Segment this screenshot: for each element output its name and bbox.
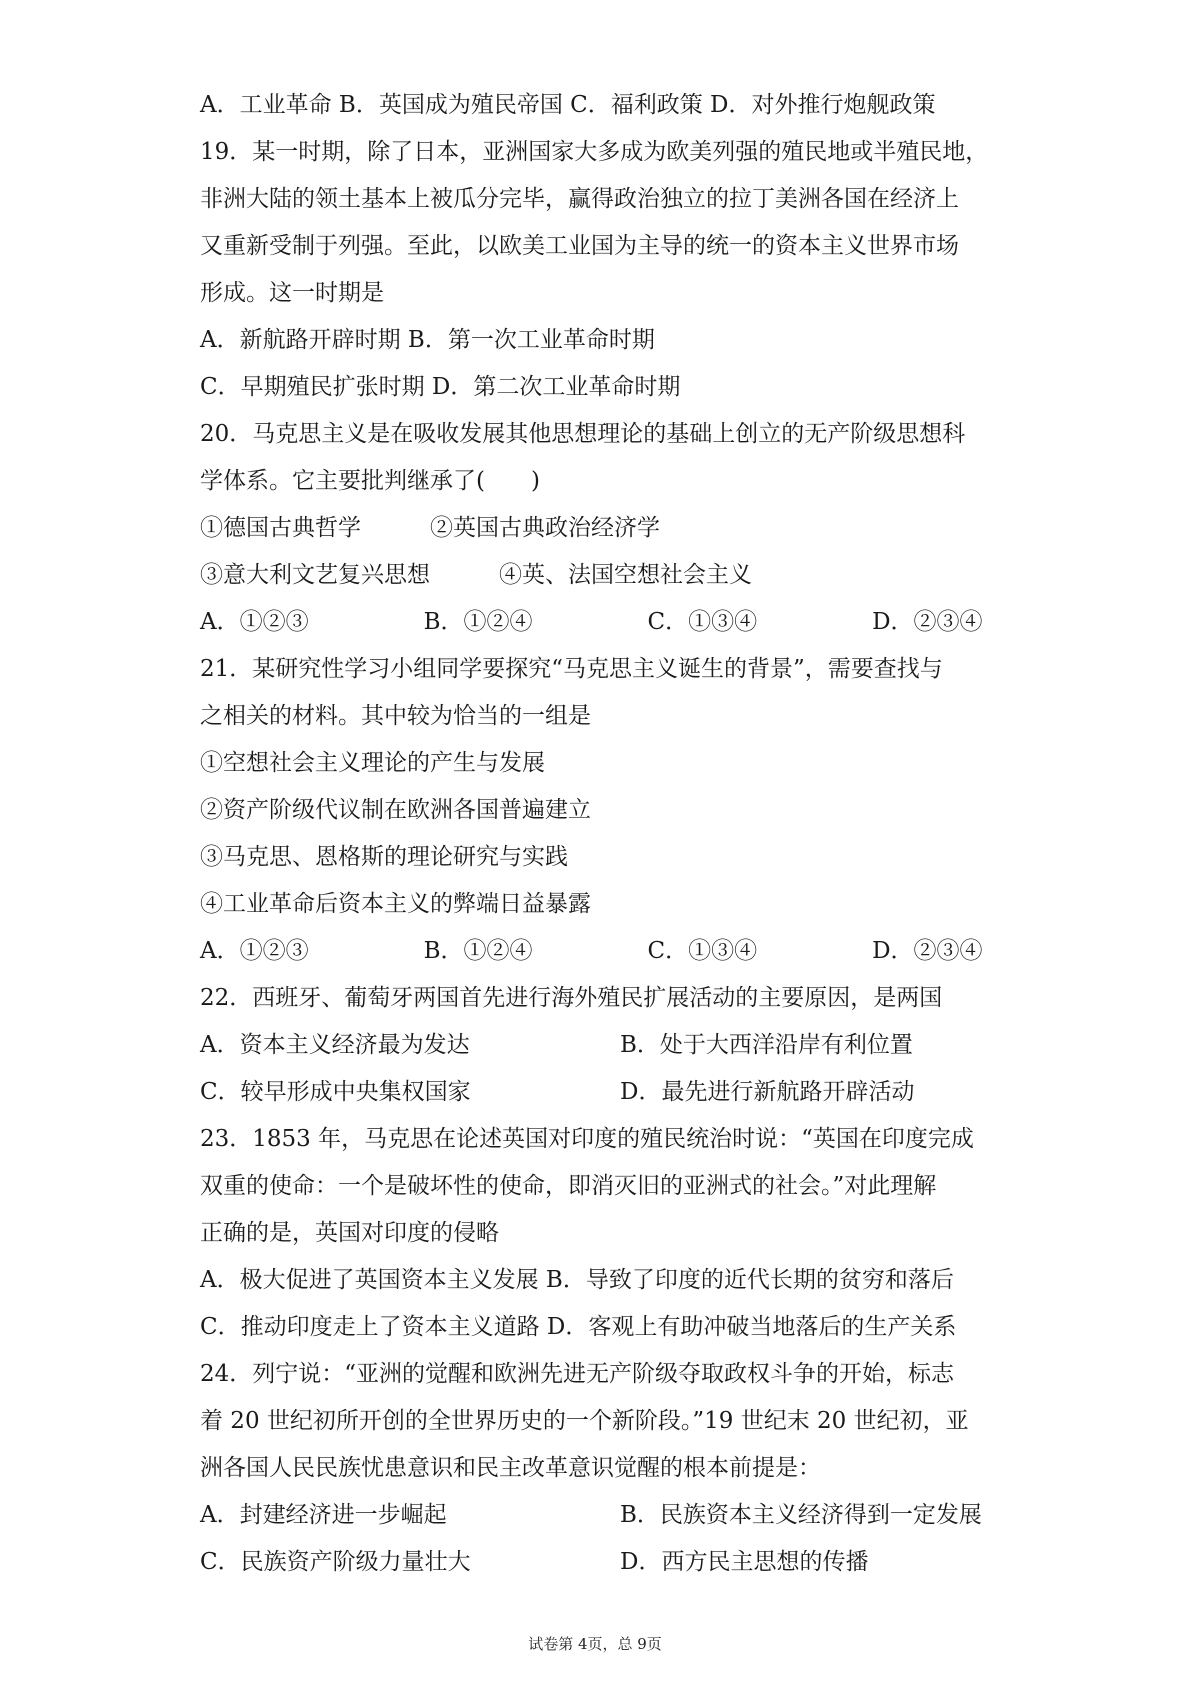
q24-stem-line2: 着 20 世纪初所开创的全世界历史的一个新阶段。”19 世纪末 20 世纪初，亚	[200, 1408, 969, 1434]
q24-option-b: B．民族资本主义经济得到一定发展	[620, 1502, 982, 1528]
q24-stem-line3: 洲各国人民民族忧患意识和民主改革意识觉醒的根本前提是：	[200, 1455, 821, 1481]
q23-stem-line3: 正确的是，英国对印度的侵略	[200, 1220, 499, 1246]
q22-stem: 22．西班牙、葡萄牙两国首先进行海外殖民扩展活动的主要原因，是两国	[200, 985, 943, 1011]
q19-stem-line2: 非洲大陆的领土基本上被瓜分完毕，赢得政治独立的拉丁美洲各国在经济上	[200, 186, 959, 212]
q21-options: A．①②③ B．①②④ C．①③④ D．②③④	[200, 938, 983, 964]
q19-options-cd: C．早期殖民扩张时期 D．第二次工业革命时期	[200, 374, 681, 400]
q21-item-2: ②资产阶级代议制在欧洲各国普遍建立	[200, 797, 591, 823]
q23-options-ab: A．极大促进了英国资本主义发展 B．导致了印度的近代长期的贫穷和落后	[200, 1267, 954, 1293]
q23-stem-line2: 双重的使命：一个是破坏性的使命，即消灭旧的亚洲式的社会。”对此理解	[200, 1173, 937, 1199]
q21-stem-line1: 21．某研究性学习小组同学要探究“马克思主义诞生的背景”，需要查找与	[200, 656, 943, 682]
page-footer: 试卷第 4页，总 9页	[528, 1635, 662, 1653]
q22-option-c: C．较早形成中央集权国家	[200, 1079, 471, 1105]
q24-option-c: C．民族资产阶级力量壮大	[200, 1549, 471, 1575]
q20-items-12: ①德国古典哲学 ②英国古典政治经济学	[200, 515, 660, 541]
q20-items-34: ③意大利文艺复兴思想 ④英、法国空想社会主义	[200, 562, 752, 588]
q18-options: A．工业革命 B．英国成为殖民帝国 C．福利政策 D．对外推行炮舰政策	[200, 92, 936, 118]
q22-option-b: B．处于大西洋沿岸有利位置	[620, 1032, 913, 1058]
q24-stem-line1: 24．列宁说：“亚洲的觉醒和欧洲先进无产阶级夺取政权斗争的开始，标志	[200, 1361, 955, 1387]
q21-stem-line2: 之相关的材料。其中较为恰当的一组是	[200, 703, 591, 729]
q21-item-1: ①空想社会主义理论的产生与发展	[200, 750, 545, 776]
q21-item-4: ④工业革命后资本主义的弊端日益暴露	[200, 891, 591, 917]
q24-option-d: D．西方民主思想的传播	[620, 1549, 869, 1575]
q20-stem-line2: 学体系。它主要批判继承了( )	[200, 468, 540, 494]
q21-item-3: ③马克思、恩格斯的理论研究与实践	[200, 844, 568, 870]
q22-option-a: A．资本主义经济最为发达	[200, 1032, 470, 1058]
q23-options-cd: C．推动印度走上了资本主义道路 D．客观上有助冲破当地落后的生产关系	[200, 1314, 957, 1340]
q19-stem-line4: 形成。这一时期是	[200, 280, 384, 306]
q19-options-ab: A．新航路开辟时期 B．第一次工业革命时期	[200, 327, 655, 353]
q20-options: A．①②③ B．①②④ C．①③④ D．②③④	[200, 609, 983, 635]
q24-option-a: A．封建经济进一步崛起	[200, 1502, 447, 1528]
q20-stem-line1: 20．马克思主义是在吸收发展其他思想理论的基础上创立的无产阶级思想科	[200, 421, 966, 447]
q19-stem-line3: 又重新受制于列强。至此，以欧美工业国为主导的统一的资本主义世界市场	[200, 233, 959, 259]
q19-stem-line1: 19．某一时期，除了日本，亚洲国家大多成为欧美列强的殖民地或半殖民地，	[200, 139, 989, 165]
q23-stem-line1: 23．1853 年，马克思在论述英国对印度的殖民统治时说：“英国在印度完成	[200, 1126, 974, 1152]
q22-option-d: D．最先进行新航路开辟活动	[620, 1079, 915, 1105]
